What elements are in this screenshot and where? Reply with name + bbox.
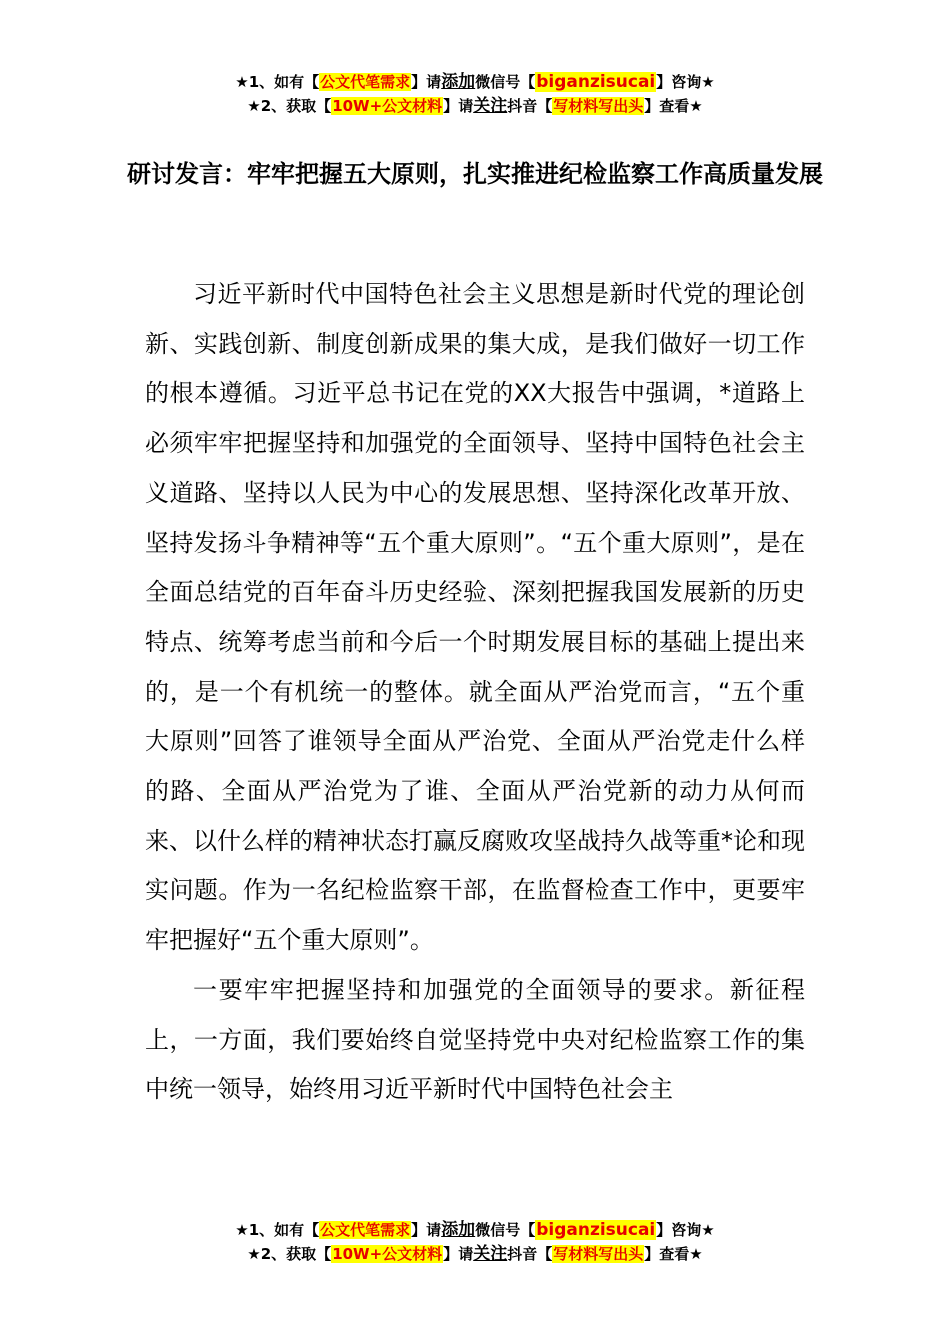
footer-banner-line-1: ★1、如有【公文代笔需求】请添加微信号【biganzisucai】咨询★ bbox=[235, 1220, 715, 1240]
footer-highlight-wechat-id: biganzisucai bbox=[536, 1220, 656, 1240]
header-underline-add: 添加 bbox=[441, 72, 476, 92]
header-highlight-wechat-id: biganzisucai bbox=[536, 72, 656, 92]
header-banner bbox=[0, 70, 950, 118]
header-highlight-service: 公文代笔需求 bbox=[320, 73, 411, 91]
footer-underline-add: 添加 bbox=[441, 1220, 476, 1240]
footer-banner bbox=[0, 1218, 950, 1266]
footer-banner-line-2: ★2、获取【10W+公文材料】请关注抖音【写材料写出头】查看★ bbox=[247, 1244, 703, 1264]
body-paragraph-2: 一要牢牢把握坚持和加强党的全面领导的要求。新征程上，一方面，我们要始终自觉坚持党中央对纪检监察工作的集中统一领导，始终用习近平新时代中国特色社会主 bbox=[145, 975, 805, 1104]
header-banner-line-2: ★2、获取【10W+公文材料】请关注抖音【写材料写出头】查看★ bbox=[247, 96, 703, 116]
document-title: 研讨发言：牢牢把握五大原则，扎实推进纪检监察工作高质量发展 bbox=[127, 160, 823, 188]
footer-highlight-service: 公文代笔需求 bbox=[320, 1221, 411, 1239]
document-body bbox=[145, 270, 805, 1115]
footer-highlight-materials: 10W+公文材料 bbox=[332, 1245, 443, 1263]
footer-highlight-douyin: 写材料写出头 bbox=[553, 1245, 644, 1263]
header-underline-follow: 关注 bbox=[473, 96, 508, 116]
footer-underline-follow: 关注 bbox=[473, 1244, 508, 1264]
body-paragraph-1: 习近平新时代中国特色社会主义思想是新时代党的理论创新、实践创新、制度创新成果的集大成，是我们做好一切工作的根本遵循。习近平总书记在党的XX大报告中强调，*道路上必须牢牢把握坚持和加强党的全面领导、坚持中国特色社会主义道路、坚持以人民为中心的发展思想、坚持深化改革开放、坚持发扬斗争精神等“五个重大原则”。“五个重大原则”，是在全面总结党的百年奋斗历史经验、深刻把握我国发展新的历史特点、统筹考虑当前和今后一个时期发展目标的基础上提出来的，是一个有机统一的整体。就全面从严治党而言，“五个重大原则”回答了谁领导全面从严治党、全面从严治党走什么样的路、全面从严治党为了谁、全面从严治党新的动力从何而来、以什么样的精神状态打赢反腐败攻坚战持久战等重*论和现实问题。作为一名纪检监察干部，在监督检查工作中，更要牢牢把握好“五个重大原则”。 bbox=[145, 280, 805, 955]
header-highlight-materials: 10W+公文材料 bbox=[332, 97, 443, 115]
header-banner-line-1: ★1、如有【公文代笔需求】请添加微信号【biganzisucai】咨询★ bbox=[235, 72, 715, 92]
header-highlight-douyin: 写材料写出头 bbox=[553, 97, 644, 115]
